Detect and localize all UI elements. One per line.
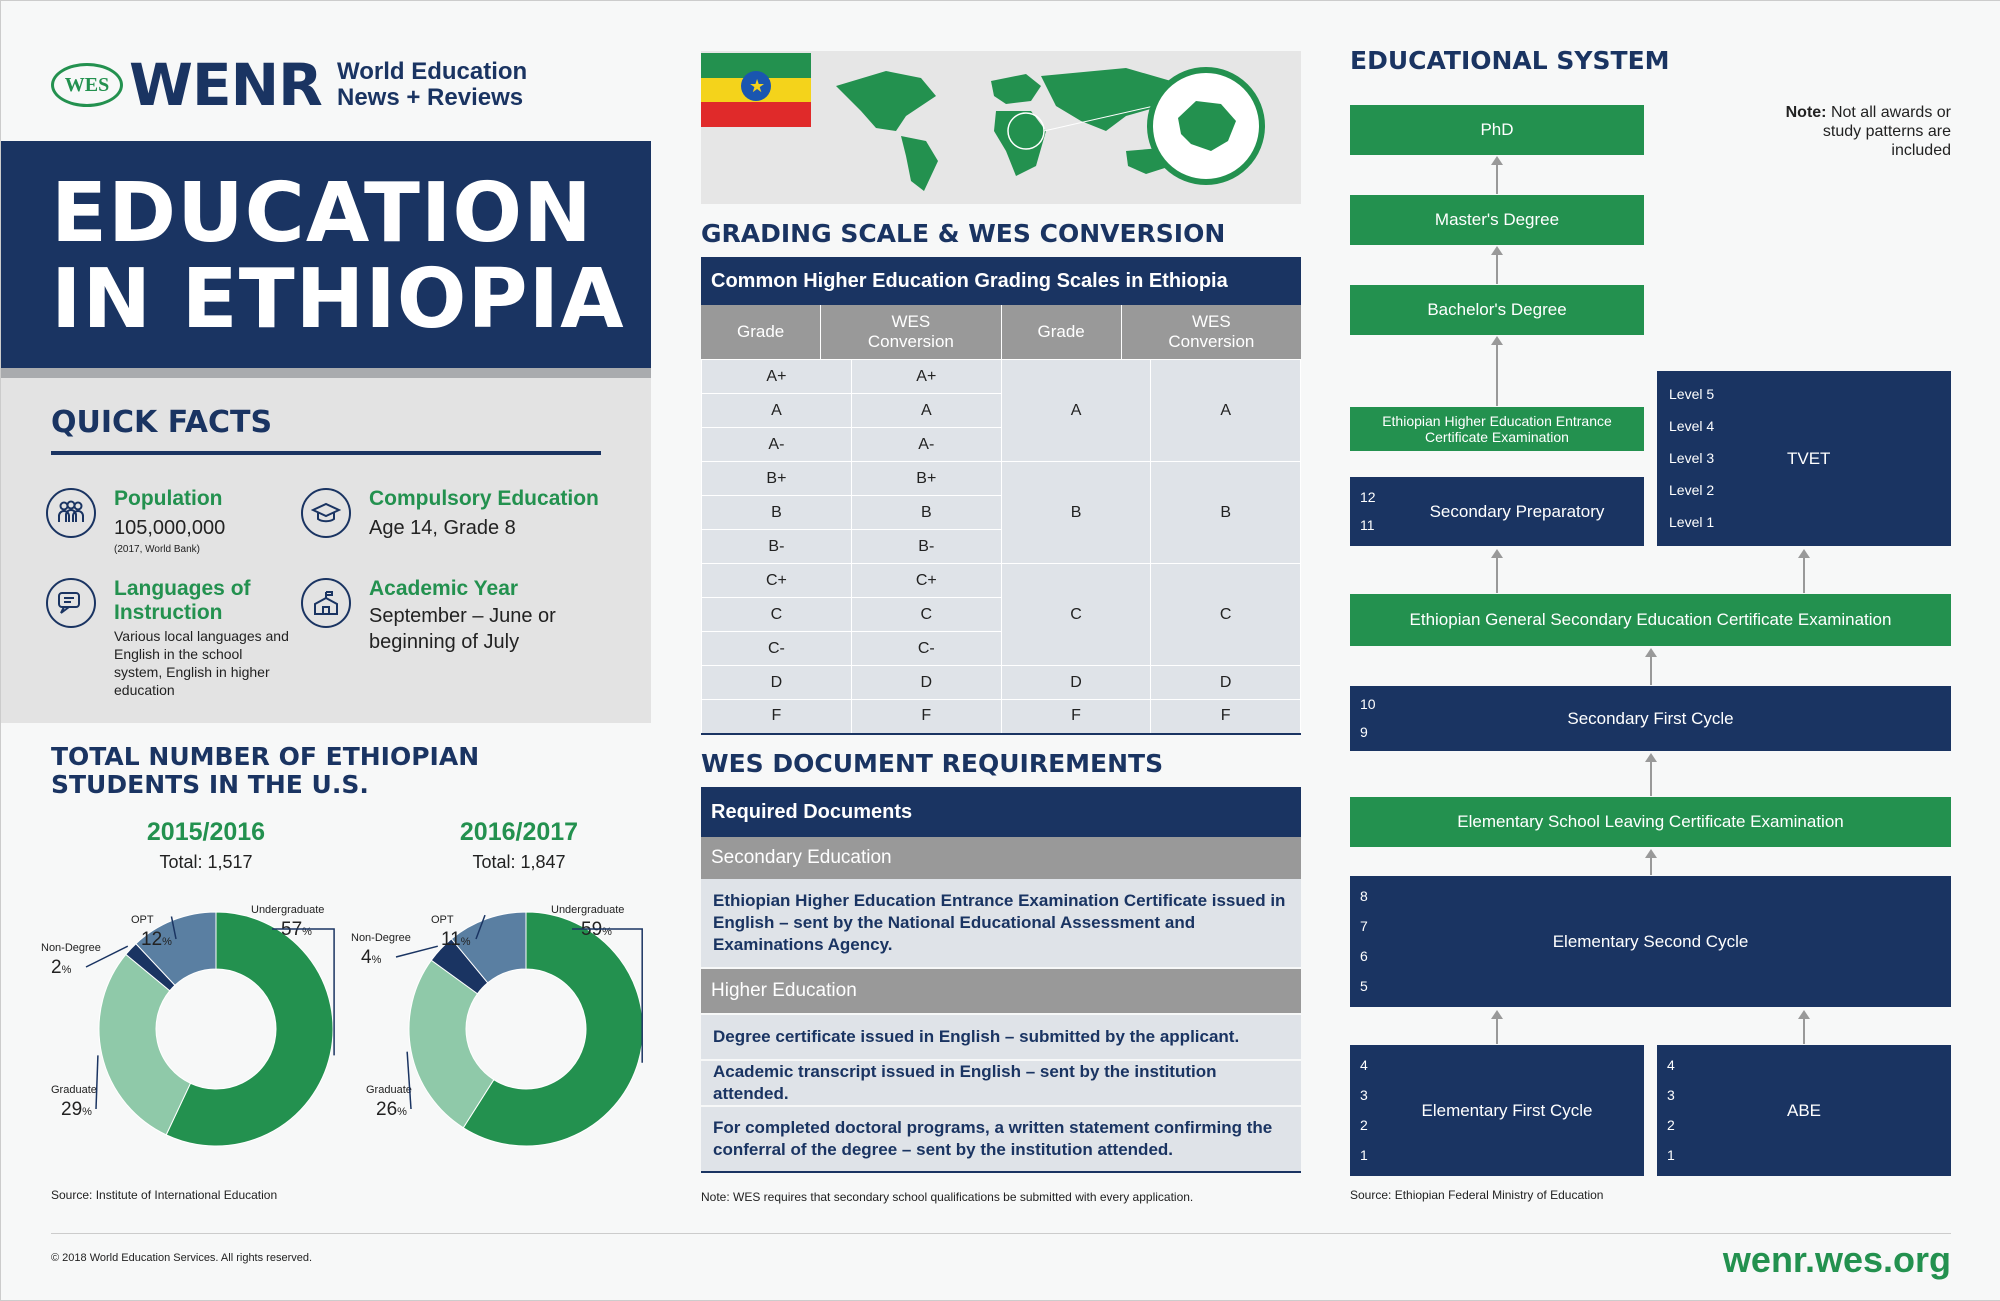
table-row [702,564,1301,598]
grade-cell: B+ [702,462,852,496]
grading-table-header [701,305,1301,359]
wes-cell: D [851,666,1001,700]
wes-cell-coarse: C [1151,564,1301,666]
donut-value-label: 4% [361,947,382,968]
system-note-bold: Note: [1785,104,1827,121]
bachelors-box: Bachelor's Degree [1350,285,1644,335]
docs-table-title: Required Documents [701,787,1301,837]
academic-year-value: September – June or beginning of July [369,605,556,653]
population-note: (2017, World Bank) [114,544,200,555]
wes-cell: F [851,700,1001,734]
donut-category-label: Undergraduate [251,904,325,916]
elementary-second-cycle-label: Elementary Second Cycle [1552,931,1749,951]
graduation-cap-icon [301,488,351,538]
table-row [702,360,1301,394]
footer-divider [51,1233,1951,1234]
grading-heading: GRADING SCALE & WES CONVERSION [701,219,1226,248]
donut-category-label: Non-Degree [351,932,411,944]
donut-value-label: 2% [51,957,72,978]
donut-value-label: 59% [581,919,612,940]
grade-cell-coarse: C [1001,564,1151,666]
secondary-education-label: Secondary Education [701,837,1301,879]
table-row [702,700,1301,734]
grade-cell-coarse: F [1001,700,1151,734]
grade-number: 4 [1667,1057,1675,1073]
title-line-1: EDUCATION [51,166,593,261]
wes-logo-icon: WES [51,63,123,107]
grade-cell-coarse: D [1001,666,1151,700]
elementary-second-cycle-box [1350,876,1951,1007]
wes-cell: C- [851,632,1001,666]
wes-cell: A [851,394,1001,428]
donut-leader-line [396,946,438,957]
grade-cell: C+ [702,564,852,598]
abe-box [1657,1045,1951,1176]
world-map-icon [826,56,1266,196]
grade-cell: F [702,700,852,734]
arrow-up [1803,1012,1805,1044]
school-building-icon [301,578,351,628]
donut-category-label: Non-Degree [41,942,101,954]
tvet-level: Level 3 [1669,450,1715,466]
tvet-level: Level 2 [1669,482,1715,498]
grade-number: 7 [1360,918,1368,934]
donut-category-label: Undergraduate [551,904,625,916]
grade-cell-coarse: A [1001,360,1151,462]
wes-cell-coarse: A [1151,360,1301,462]
tvet-level: Level 5 [1669,386,1715,402]
arrow-up [1496,551,1498,593]
donut-category-label: Graduate [366,1084,412,1096]
system-source: Source: Ethiopian Federal Ministry of Education [1350,1188,1604,1202]
total-label-2015: Total: 1,517 [159,852,253,872]
grading-table-title: Common Higher Education Grading Scales in Ethiopia [701,257,1301,305]
wes-cell: C [851,598,1001,632]
higher-doc-item-1: Degree certificate issued in English – submitted by the applicant. [701,1015,1301,1059]
phd-box: PhD [1350,105,1644,155]
higher-education-label: Higher Education [701,969,1301,1013]
grade-number: 2 [1360,1117,1368,1133]
logo-subtitle: World Education News + Reviews [337,58,528,111]
grade-cell: A [702,394,852,428]
tvet-level: Level 4 [1669,418,1715,434]
copyright: © 2018 World Education Services. All rights reserved. [51,1252,313,1264]
heece-box: Ethiopian Higher Education Entrance Certificate Examination [1350,407,1644,451]
secondary-preparatory-box [1350,477,1644,546]
grading-table [701,359,1301,735]
donut-category-label: OPT [131,914,154,926]
people-icon [46,488,96,538]
title-line-2: IN ETHIOPIA [51,252,625,347]
grade-cell: B [702,496,852,530]
arrow-up [1496,158,1498,194]
secondary-first-cycle-label: Secondary First Cycle [1567,708,1734,728]
wes-cell-coarse: B [1151,462,1301,564]
col-wes-header: WES Conversion [821,305,1001,359]
system-note [1781,103,1951,160]
wes-cell-coarse: F [1151,700,1301,734]
table-row [702,666,1301,700]
secondary-preparatory-label: Secondary Preparatory [1429,501,1605,521]
grade-number: 3 [1667,1087,1675,1103]
eslce-box: Elementary School Leaving Certificate Examination [1350,797,1951,847]
wes-cell-coarse: D [1151,666,1301,700]
grade-number: 8 [1360,888,1368,904]
ethiopia-flag-icon: ★ [701,53,811,127]
population-label: Population [114,487,223,510]
population-value: 105,000,000 [114,517,226,539]
languages-value: Various local languages and English in the school system, English in higher education [114,628,289,698]
grade-cell: A+ [702,360,852,394]
arrow-up [1496,338,1498,406]
wes-cell: A+ [851,360,1001,394]
donut-category-label: OPT [431,914,454,926]
egsece-box: Ethiopian General Secondary Education Certificate Examination [1350,594,1951,646]
wes-cell: A- [851,428,1001,462]
donut-value-label: 11% [441,929,471,950]
wes-cell: C+ [851,564,1001,598]
col-wes-header-2: WES Conversion [1168,312,1255,351]
arrow-up [1650,851,1652,875]
higher-doc-item-2: Academic transcript issued in English – sent by the institution attended. [701,1061,1301,1105]
quick-facts-divider [51,451,601,455]
languages-label: Languages of Instruction [114,577,251,624]
grade-cell-coarse: B [1001,462,1151,564]
grade-number: 1 [1667,1147,1675,1163]
grade-number: 3 [1360,1087,1368,1103]
academic-year-label: Academic Year [369,577,519,600]
grade-number: 5 [1360,978,1368,994]
grade-number: 4 [1360,1057,1368,1073]
donut-leader-line [407,1052,411,1109]
donut-value-label: 26% [376,1099,407,1120]
year-label-2016: 2016/2017 [459,818,579,846]
secondary-doc-item: Ethiopian Higher Education Entrance Examination Certificate issued in English – sent by the National Educational Assessment and Examinations Agency. [701,879,1301,967]
compulsory-label: Compulsory Education [369,487,599,510]
arrow-up [1650,755,1652,796]
student-donut-charts [1,871,661,1171]
grade-number: 1 [1360,1147,1368,1163]
grade-number: 10 [1360,696,1376,712]
grade-number: 12 [1360,489,1376,505]
grade-cell: C [702,598,852,632]
quick-facts-heading: QUICK FACTS [51,405,273,440]
grade-cell: D [702,666,852,700]
secondary-first-cycle-box [1350,686,1951,751]
system-note-text: Not all awards or study patterns are included [1822,104,1951,159]
higher-doc-item-3: For completed doctoral programs, a written statement confirming the conferral of the degree – sent by the institution attended. [701,1107,1301,1173]
tvet-label: TVET [1787,449,1831,468]
wenr-logo: WENR [129,51,322,119]
grade-number: 2 [1667,1117,1675,1133]
wes-cell: B [851,496,1001,530]
donut-value-label: 29% [61,1099,92,1120]
donut-leader-line [96,1055,98,1109]
arrow-up [1496,1012,1498,1044]
students-source: Source: Institute of International Education [51,1188,278,1202]
table-row [702,462,1301,496]
total-label-2016: Total: 1,847 [472,852,566,872]
arrow-up [1496,248,1498,284]
elementary-first-cycle-box [1350,1045,1644,1176]
elementary-first-cycle-label: Elementary First Cycle [1421,1100,1593,1120]
masters-box: Master's Degree [1350,195,1644,245]
year-label-2015: 2015/2016 [146,818,266,846]
donut-value-label: 57% [281,919,312,940]
abe-label: ABE [1786,1100,1822,1120]
page-title [51,166,651,347]
col-grade-header: Grade [701,305,821,359]
grade-number: 6 [1360,948,1368,964]
grade-cell: C- [702,632,852,666]
system-heading: EDUCATIONAL SYSTEM [1350,46,1670,75]
docs-heading: WES DOCUMENT REQUIREMENTS [701,749,1164,778]
donut-category-label: Graduate [51,1084,97,1096]
footer-url[interactable]: wenr.wes.org [1722,1239,1951,1280]
wes-cell: B+ [851,462,1001,496]
donut-value-label: 12% [141,929,172,950]
col-grade-header-2: Grade [1002,305,1122,359]
compulsory-value: Age 14, Grade 8 [369,517,516,539]
wes-cell: B- [851,530,1001,564]
grade-number: 11 [1360,517,1375,533]
tvet-box [1657,371,1951,546]
tvet-level: Level 1 [1669,514,1715,530]
arrow-up [1650,650,1652,685]
grade-number: 9 [1360,724,1368,740]
speech-bubble-icon [46,578,96,628]
grade-cell: B- [702,530,852,564]
grade-cell: A- [702,428,852,462]
arrow-up [1803,551,1805,593]
students-heading: TOTAL NUMBER OF ETHIOPIAN STUDENTS IN THE U.S. [51,742,480,799]
docs-note: Note: WES requires that secondary school qualifications be submitted with every application. [701,1190,1194,1204]
